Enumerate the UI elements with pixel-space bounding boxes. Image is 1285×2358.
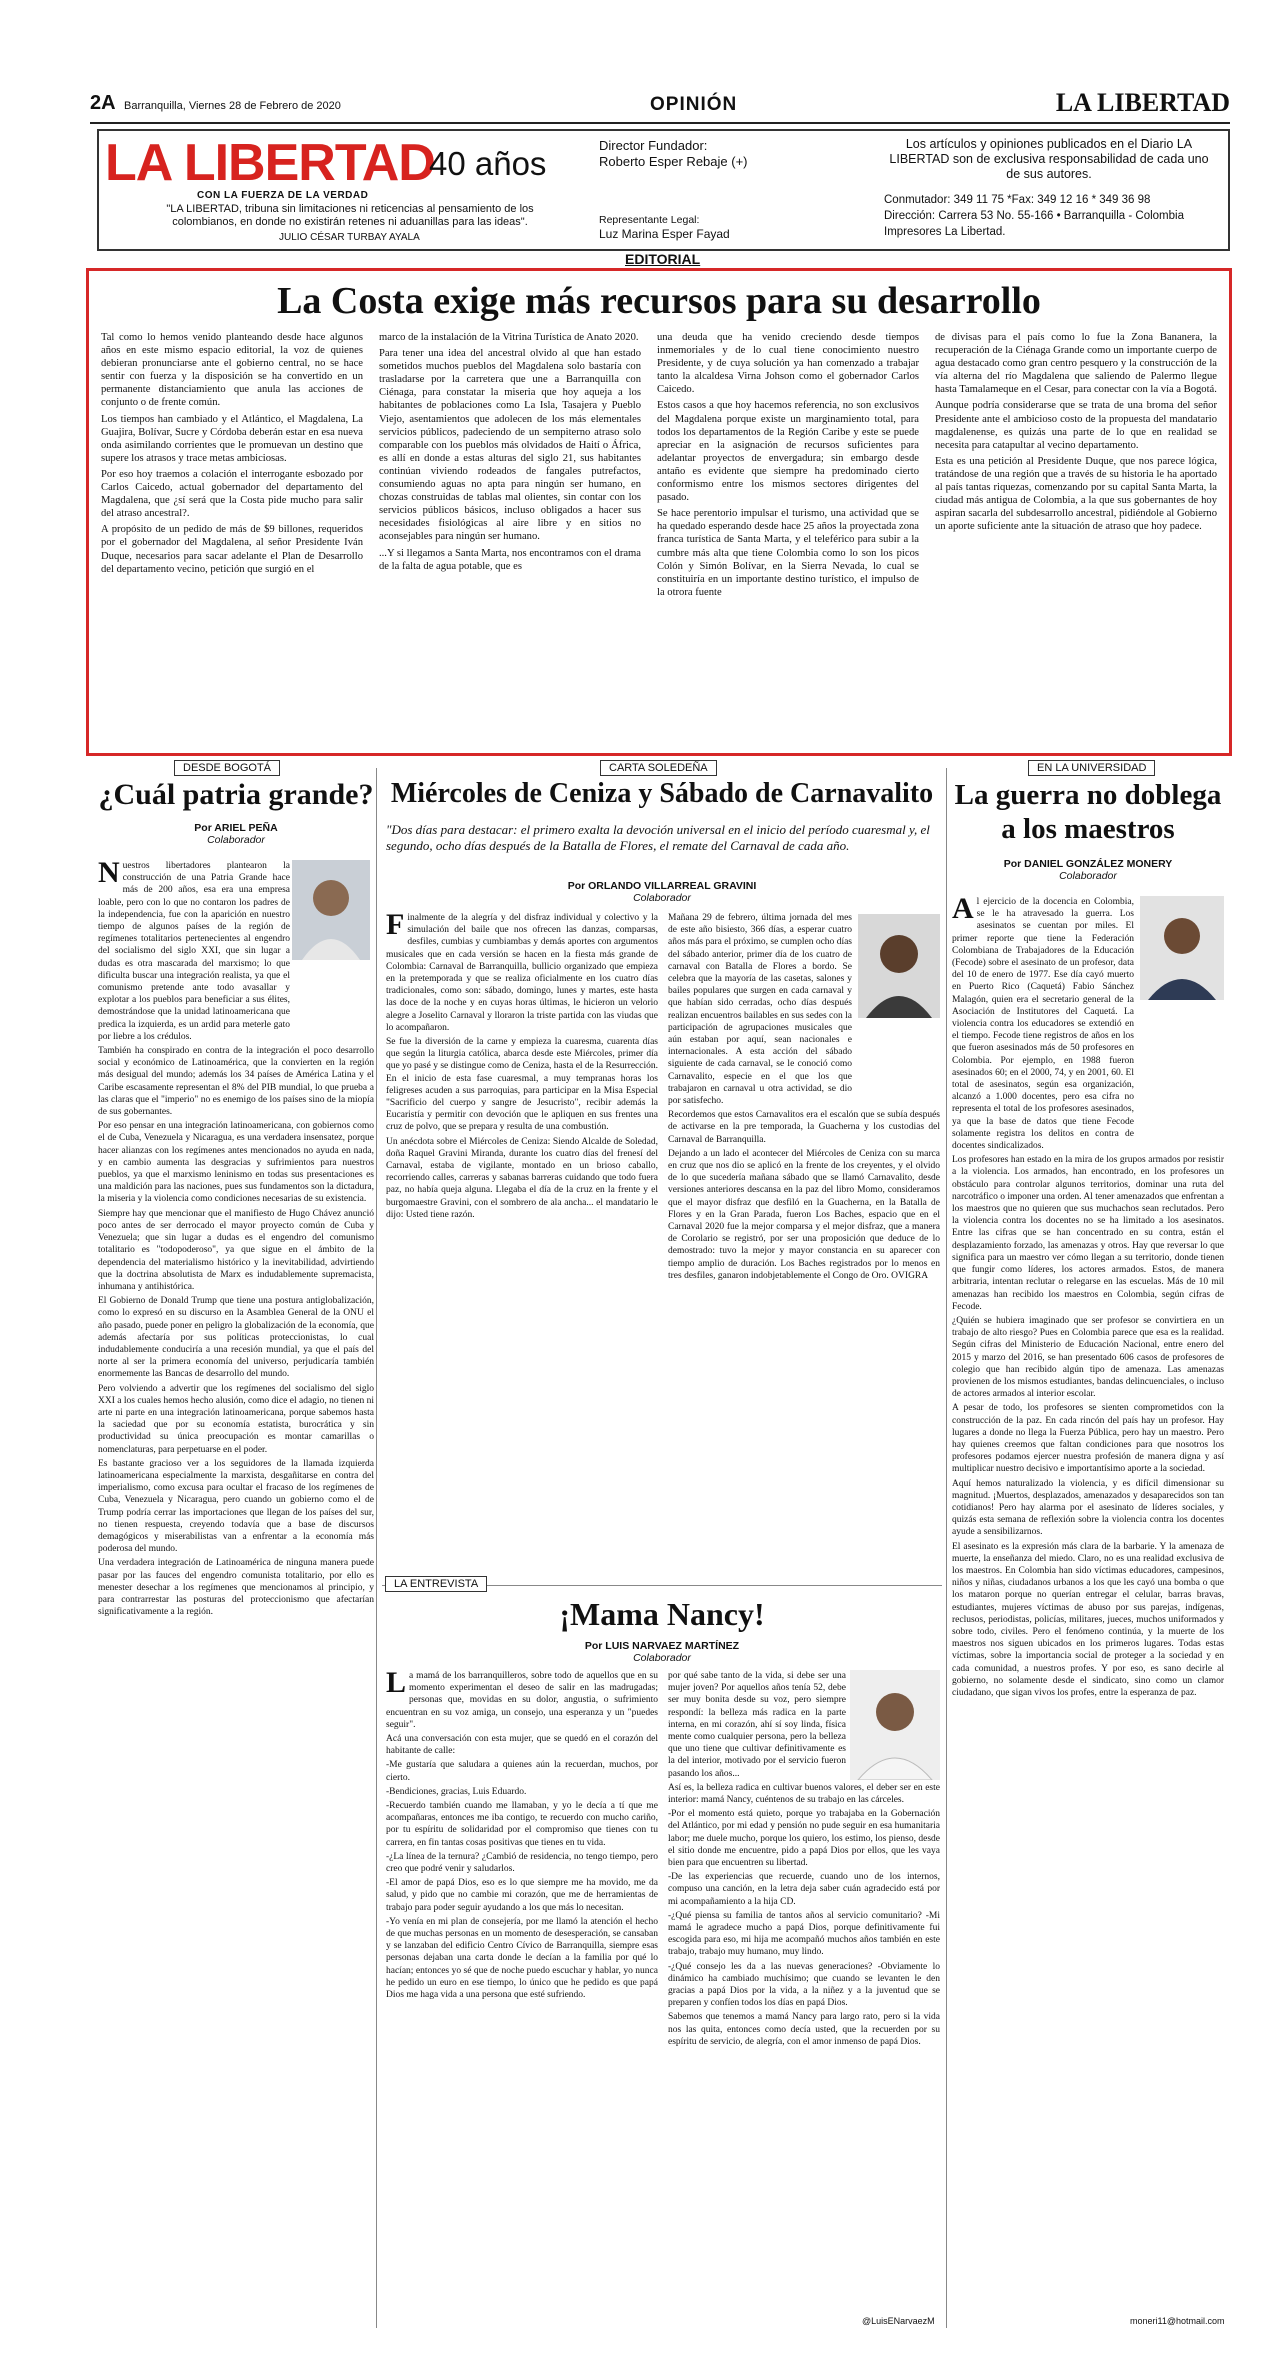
article-paragraph: También ha conspirado en contra de la integración el poco desarrollo social y económico de Latinoamérica, que la convierten en la región más desigual del mundo; además los 34 países de América Latina y el Caribe escasamente representan el 8% del PIB mundial, lo que prueba a las claras que el "imperio" no es enemigo de los países sino de la miopía de sus gobernantes. — [98, 1046, 374, 1118]
article-paragraph: Pero volviendo a advertir que los regímenes del socialismo del siglo XXI a los cuales hemos hecho alusión, como dice el adagio, no tienen ni arte ni parte en una integración latinoamericana, porque sabemos hasta la saciedad que por su economía estatista, burocrática y sin productividad su única preocupación es montar camarillas o nomenclaturas, para perpetuarse en el poder. — [98, 1383, 374, 1455]
article-paragraph: Sabemos que tenemos a mamá Nancy para largo rato, pero si la vida nos las quita, entonces como decía usted, que la recuerden por su espíritu de servicio, de alegría, con el amor inmenso de papá Dios. — [668, 2012, 940, 2047]
editorial-paragraph: Los tiempos han cambiado y el Atlántico, el Magdalena, La Guajira, Bolívar, Sucre y Córdoba deberán estar en esa nueva onda asimilando corrientes que le promuevan un destino que supere los atrasos y trace metas ambiciosas. — [101, 413, 363, 464]
article-paragraph: -El amor de papá Dios, eso es lo que siempre me ha movido, me da salud, y pido que no cambie mi corazón, que me de herramientas de trabajo para poder seguir ayudando a los que más lo necesitan. — [386, 1878, 658, 1913]
article-paragraph: ¿Quién se hubiera imaginado que ser profesor se convirtiera en un trabajo de alto riesgo? Pues en Colombia parece que esa es la realidad. Según cifras del Ministerio de Educación Nacional, entre enero del 2015 y marzo del 2016, se han presentado 606 casos de profesores de colegio que han recibido algún tipo de amenaza. Las amenazas provienen de los mismos estudiantes, bandas delincuenciales, o incluso de actores armados al interior escolar. — [952, 1315, 1224, 1400]
column-divider — [946, 768, 947, 2328]
article-paragraph: -De las experiencias que recuerde, cuando uno de los internos, compuso una canción, en la letra deja saber cuán agradecido está por mi acompañamiento a la hija CD. — [668, 1872, 940, 1907]
editorial-paragraph: marco de la instalación de la Vitrina Turística de Anato 2020. — [379, 332, 639, 343]
article-paragraph: por qué sabe tanto de la vida, si debe ser una mujer joven? Por aquellos años tenía 52, debe ser muy bonita desde su voz, pero siempre respondí: la belleza más radica en la parte interna, en mi corazón, ahí sí soy linda, física mente como cualquier persona, pero la belleza que uno tiene que cultivar definitivamente es la del interior, motivado por el servicio fueron pasando los años... — [668, 1671, 846, 1779]
section-title: OPINIÓN — [650, 94, 738, 115]
author-name: Por LUIS NARVAEZ MARTÍNEZ — [584, 1640, 740, 1652]
editorial-label: EDITORIAL — [625, 251, 701, 267]
editorial-col-4 — [935, 331, 1217, 536]
editorial-paragraph: Aunque podría considerarse que se trata de una broma del señor Presidente ante el ambicioso costo de la propuesta del mandatario magdalenense, es quizás una parte de lo que en realidad se necesita para catapultar al vecino departamento. — [935, 400, 1217, 451]
editorial-paragraph: Para tener una idea del ancestral olvido al que han estado sometidos muchos pueblos del Magdalena solo bastaría con trasladarse por la carretera que une a Barranquilla con Ciénaga, para constatar la miseria que hoy aqueja a los habitantes de poblaciones como La Isla, Tasajera y Pueblo Viejo, asentamientos que adolecen de los más elementales servicios públicos, padeciendo de un sempiterno atraso solo comparable con los pueblos más olvidados de Haití o África, es allí en donde a estas alturas del siglo 21, sus habitantes continúan viviendo rodeados de fangales putrefactos, consumiendo aguas no apta para ningún ser humano, en chozas construidas de tablas mal olientes, sin contar con los servicios públicos básicos, incluso obligados a hacer sus necesidades fisiológicas al aire libre y en sitios no aconsejables para ningún ser humano. — [379, 348, 641, 543]
article-paragraph: Es bastante gracioso ver a los seguidores de la llamada izquierda latinoamericana especialmente la marxista, desgañitarse en contra del imperialismo, como excusa para ocultar el fracaso de los regímenes de Cuba, Venezuela y Nicaragua, pero cuando un gobierno como el de Trump podría cerrar las importaciones que llegan de los países del sur, no tienen respuesta, creyendo todavía que a base de discursos demagógicos y miserabilistas van a enfrentar a la economía más poderosa del mundo. — [98, 1458, 374, 1555]
interview-col-1 — [386, 1666, 658, 2003]
article-paragraph: Recordemos que estos Carnavalitos era el escalón que se subía después de activarse en la pre temporada, la Guacherna y los custodias del Carnaval de Barranquilla. — [668, 1110, 940, 1145]
right-article-body — [952, 892, 1224, 1701]
author-name: Por DANIEL GONZÁLEZ MONERY — [1003, 858, 1173, 870]
center-deck: "Dos días para destacar: el primero exalta la devoción universal en el inicio del período cuaresmal y, el segundo, ocho días después de la Batalla de Flores, el remate del Carnaval de cada año. — [386, 822, 930, 853]
kicker-en-la-universidad: EN LA UNIVERSIDAD — [1028, 760, 1155, 776]
header-rule — [90, 122, 1230, 124]
article-paragraph: Aquí hemos naturalizado la violencia, y es difícil dimensionar su magnitud. ¡Muertos, desplazados, amenazados y desaparecidos son tan cotidianos! Pero hay alarma por el asesinato de líderes sociales, y quizás esta semana de reflexión sobre la violencia contra los docentes ayude a sensibilizarnos. — [952, 1478, 1224, 1538]
founder-label: Director Fundador: — [599, 138, 708, 153]
column-divider — [376, 768, 377, 2328]
author-role: Colaborador — [1059, 870, 1117, 882]
center-col-2 — [668, 912, 940, 1284]
editorial-paragraph: Se hace perentorio impulsar el turismo, una actividad que se ha quedado esperando desde hace 25 años la proyectada zona franca turística de Santa Marta, y el teleférico para subir a la cumbre más alta que tiene Colombia como lo son los picos Colón y Simón Bolívar, en la Sierra Nevada, lo cual se constituiría en un importante destino turístico, el impulso de la otrora fuente — [657, 508, 919, 598]
left-article-body — [98, 856, 374, 1620]
right-article-title: La guerra no doblega a los maestros — [954, 779, 1222, 845]
editorial-paragraph: Por eso hoy traemos a colación el interrogante esbozado por Carlos Caicedo, actual gobernador del departamento del Magdalena, que ¿sí será que la Costa pide mucho para salir del atraso ancestral?. — [101, 468, 363, 520]
editorial-paragraph: A propósito de un pedido de más de $9 billones, requeridos por el gobernador del Magdalena, al señor Presidente Iván Duque, necesarios para sacar adelante el Plan de Desarrollo del departamento vecino, petición que surgió en el — [101, 524, 363, 575]
logo: LA LIBERTAD — [105, 134, 435, 192]
author-name: Por ORLANDO VILLARREAL GRAVINI — [567, 880, 757, 892]
article-paragraph: Los profesores han estado en la mira de los grupos armados por resistir a la violencia. Los armados, han encontrado, en los profesores un obstáculo para controlar algunos territorios, dominar una ruta del narcotráfico o imponer una orden. Al tener amenazados que enfrentan a los maestros que no quieren que sus muchachos sean reclutados. Pero la violencia contra los docentes no se ha limitado a los asesinatos. Entre las cifras que se han concentrado en su contra, están el desplazamiento forzado, las amenazas y otros. Hay que reversar lo que significa para un maestro ver cómo llegan a su territorio, donde tienen que fungir como líderes, los actores armados. Estos, de manera arbitraria, intentan reclutar o relegarse en las escuelas. Más de 10 mil amenazas han recibido los maestros en Colombia, según cifras de Fecode. — [952, 1155, 1224, 1312]
article-paragraph: -Me gustaría que saludara a quienes aún la recuerdan, muchos, por cierto. — [386, 1760, 658, 1783]
editorial-paragraph: una deuda que ha venido creciendo desde tiempos inmemoriales y de lo cual tiene conocimiento nuestro Presidente, y de cuya solución ya han comenzado a trabajar tanto la alcaldesa Virna Johson como el gobernador Carlos Caicedo. — [657, 332, 919, 396]
article-paragraph: -¿Qué consejo les da a las nuevas generaciones? -Obviamente lo dinámico ha cambiado muchísimo; que cuando se levanten le den gracias a papá Dios por la vida, a la niñez y a la juventud que se preparen y confíen todos los días en papá Dios. — [668, 1961, 940, 2009]
editorial-paragraph: de divisas para el país como lo fue la Zona Bananera, la recuperación de la Ciénaga Grande como un importante cuerpo de agua destacado como gran centro pesquero y la construcción de la vía alterna del río Magdalena que saliendo de Palermo llegue hasta Tamalameque en el Cesar, para conectar con la vía a Bogotá. — [935, 332, 1217, 396]
article-paragraph: -Por el momento está quieto, porque yo trabajaba en la Gobernación del Atlántico, por mi edad y pensión no pude seguir en esa humanitaria labor; me duele mucho, porque los quiero, los estimo, los pienso, desde el sitio donde me encuentre, pido a papá Dios por ellos, que les vaya bien para que encuentren su libertad. — [668, 1809, 940, 1869]
kicker-carta-soledena: CARTA SOLEDEÑA — [600, 760, 717, 776]
quote-author: JULIO CÉSAR TURBAY AYALA — [279, 232, 420, 243]
right-byline — [950, 858, 1226, 882]
page-header — [90, 88, 1230, 122]
legal-name: Luz Marina Esper Fayad — [599, 227, 730, 241]
author-role: Colaborador — [633, 892, 691, 904]
article-paragraph: Así es, la belleza radica en cultivar buenos valores, el deber ser en este interior: mamá Nancy, cuéntenos de su trabajo en las cárceles. — [668, 1782, 940, 1806]
author-email: moneri11@hotmail.com — [1130, 2316, 1225, 2326]
logo-tagline: CON LA FUERZA DE LA VERDAD — [197, 190, 369, 201]
kicker-la-entrevista: LA ENTREVISTA — [385, 1576, 487, 1592]
editorial-title: La Costa exige más recursos para su desarrollo — [277, 280, 1041, 322]
anniversary: 40 años — [429, 145, 547, 182]
page-number: 2A — [90, 92, 116, 114]
center-byline — [382, 880, 942, 904]
article-paragraph: La mamá de los barranquilleros, sobre todo de aquellos que en su momento experimentan el deseo de salir en las madrugadas; personas que, movidas en su dolor, angustia, o sufrimiento encuentran en su voz amiga, un consejo, una esperanza y un "puedes seguir". — [386, 1666, 658, 1730]
printer: Impresores La Libertad. — [884, 226, 1006, 238]
kicker-desde-bogota: DESDE BOGOTÁ — [174, 760, 280, 776]
article-paragraph: Dejando a un lado el acontecer del Miércoles de Ceniza con su marca en cruz que nos dio se aplicó en la frente de los creyentes, y el olvido de lo que sucedería mañana sábado que se llamó Carnavalito, desde versiones anteriores descansa en la paz del libro Momo, consideramos que el mayor disfraz que desfiló en la Guacherna, en la Batalla de Flores y en la Gran Parada, fueron Los Baches, espacio que en el Carnaval 2020 fue la mejor comparsa y el mejor disfraz, que a manera de Corolario se registró, por ser una proposición que deduce de lo demostrado: tuvo la mejor y mayor constancia en su aparecer con tiempo amplio de duración. Los Baches registrados por lo menos en tres desfiles, ganaron indobjetablemente el Congo de Oro. OVIGRA — [668, 1148, 940, 1281]
editorial-paragraph: ...Y si llegamos a Santa Marta, nos encontramos con el drama de la falta de agua potable, que es — [379, 547, 641, 572]
twitter-handle: @LuisENarvaezM — [862, 2316, 935, 2326]
legal-label: Representante Legal: — [599, 214, 700, 226]
article-paragraph: El Gobierno de Donald Trump que tiene una postura antiglobalización, como lo expresó en su discurso en la Asamblea General de la ONU el año pasado, puede poner en peligro la globalización de la economía, que además afectaría por sus políticas proteccionistas, lo cual indudablemente conduciría a una recesión mundial, ya que el país del norte al ser la primera economía del universo, perjudicaría también enormemente las Bancas de desarrollo del mundo. — [98, 1296, 374, 1380]
author-role: Colaborador — [207, 834, 265, 846]
article-paragraph: Un anécdota sobre el Miércoles de Ceniza: Siendo Alcalde de Soledad, doña Raquel Gravini Miranda, durante los cuatro días del frenesí del Carnaval, estaba de vigilante, montado en un brioso caballo, recorriendo calles, carreras y sabanas barreras cuidando que todo fuera paz, no había queja alguna. Llegaba el día de la cruz en la frente y el burgomaestre Gravini, con el sombrero de ala ancha... el mandatario le dijo: Usted tiene razón. — [386, 1136, 658, 1220]
article-paragraph: A pesar de todo, los profesores se sienten comprometidos con la construcción de la paz. En cada rincón del país hay un profesor. Hay lugares a donde no llega la Fuerza Pública, pero hay un maestro. Pero hay quienes creemos que faltan condiciones para que nosotros los profesores podamos ejercer nuestra profesión de manera digna y así multiplicar nuestro decisivo e importantísimo aporte a la sociedad. — [952, 1403, 1224, 1475]
page-date: Barranquilla, Viernes 28 de Febrero de 2020 — [124, 100, 341, 112]
article-paragraph: -¿Qué piensa su familia de tantos años al servicio comunitario? -Mi mamá le agradece mucho a papá Dios, porque definitivamente fui escogida para eso, mi hija me acompañó muchos años también en este trabajo, trabajo muy humano, muy lindo. — [668, 1910, 940, 1958]
left-byline — [98, 822, 374, 846]
address: Dirección: Carrera 53 No. 55-166 • Barranquilla - Colombia — [884, 210, 1184, 222]
article-paragraph: Se fue la diversión de la carne y empieza la cuaresma, cuarenta días que según la liturgia católica, abarca desde este Miércoles, primer día que yo pasé y se distingue como de Ceniza, hasta el de la Resurrección. En el inicio de esta fase cuaresmal, a muy tempranas horas los feligreses acuden a sus parroquias, para participar en la Misa Especial "Sacrificio del cuerpo y sangre de Jesucristo", recibir además la Eucaristía y permitir con devoción que le apliquen en sus frentes una cruz de polvo, que se prepara y resulta de una combustión. — [386, 1037, 658, 1133]
article-paragraph: Finalmente de la alegría y del disfraz individual y colectivo y la simulación del baile que nos ofrecen las danzas, comparsas, desfiles, cumbias y cumbiambas y demás aportes con argumentos musicales que en cada versión se hacen en la fiesta más grande de Colombia: Carnaval de Barranquilla, bullicio organizado que empieza en la pretemporada y que se realiza oficialmente en los cuatro días tradicionales, como son: sábado, domingo, lunes y martes, este hasta las doce de la noche y en cuyas horas últimas, le hicieron un velorio alegre a Joselito Carnaval y lloraron la triste partida con las viudas que lo acompañaron. — [386, 908, 658, 1033]
founder-name: Roberto Esper Rebaje (+) — [599, 154, 748, 169]
disclaimer: Los artículos y opiniones publicados en el Diario LA LIBERTAD son de exclusiva responsabilidad de cada uno de sus autores. — [889, 137, 1209, 181]
article-paragraph: -Recuerdo también cuando me llamaban, y yo le decía a tí que me acompañaras, entonces me iba contigo, te recuerdo con mucho cariño, por tu espíritu de solidaridad por el compromiso que tienes con tu carrera, en fin tantas cosas positivas que tienes en tu vida. — [386, 1801, 658, 1848]
article-paragraph: -¿La línea de la ternura? ¿Cambió de residencia, no tengo tiempo, pero creo que podré venir y saludarlos. — [386, 1851, 658, 1875]
article-paragraph: Acá una conversación con esta mujer, que se quedó en el corazón del habitante de calle: — [386, 1734, 658, 1757]
article-paragraph: Nuestros libertadores plantearon la construcción de una Patria Grande hace más de 200 años, esa era una empresa loable, pero con lo que no contaron los padres de la independencia, fue con la aparición en nuestro tiempo de algunos países de la región de regímenes totalitarios pertenecientes al engendro del socialismo del siglo XXI, que sin lugar a dudas es otra mascarada del marxismo; lo que dificulta buscar una integración realista, ya que el comunismo pretende ante todo avasallar y explotar a los pueblos para beneficiar a sus élites, demostrándose que la unidad latinoamericana que predica la izquierda, es un ardid para meterle gato por liebre a los crédulos. — [98, 856, 290, 1042]
center-article-title: Miércoles de Ceniza y Sábado de Carnavalito — [390, 778, 934, 809]
interview-title: ¡Mama Nancy! — [559, 1596, 765, 1632]
editorial-paragraph: Tal como lo hemos venido planteando desde hace algunos años en este mismo espacio editorial, la voz de quienes debieran pronunciarse ante el gobierno central, no se hace sentir con fuerza y la disposición se ha convertido en un permanente distanciamiento que anula las acciones de conjunto o de frente común. — [101, 332, 363, 409]
article-paragraph: Al ejercicio de la docencia en Colombia, se le ha atravesado la guerra. Los asesinatos se cuentan por miles. El primer reporte que tiene la Federación Colombiana de Trabajadores de la Educación (Fecode) sobre el asesinato de un profesor, data del 10 de enero de 1977. Ese día cayó muerto en Puerto Rico (Caquetá) Fabio Sánchez Malagón, quien era el secretario general de la Asociación de Institutores del Caquetá. La violencia contra los educadores se extendió en el tiempo. Fecode tiene registros de años en los que fueron asesinados más de 50 profesores en Colombia. Por ejemplo, en 1988 fueron asesinados 60; en el 2000, 74, y en 2001, 60. El total de asesinatos, según esa organización, alcanzó a 1.000 docentes, pero esa cifra no representa el total de los profesores asesinados, ya que la base de datos que tiene Fecode solamente registra los delitos en contra de docentes sindicalizados. — [952, 892, 1134, 1152]
author-name: Por ARIEL PEÑA — [194, 822, 278, 834]
article-paragraph: Mañana 29 de febrero, última jornada del mes de este año bisiesto, 366 días, a esperar cuatro años más para el próximo, se cumplen ocho días del sábado anterior, primer día de los cuatro de carnaval con Batalla de Flores a bordo. Se celebra que la mayoría de las casetas, salones y bailes populares que surgen en cada carnaval y que habían sido cerradas, ocho días después realizan encuentros bailables en sus sedes con la participación de agrupaciones musicales que aún estaban por aquí, sean nacionales e internacionales. A esta acción del sábado siguiente de cada carnaval, se le conoció como Carnavalito, especie en el que los que trabajaron en carnaval u otra actividad, se dio por satisfecho. — [668, 913, 852, 1107]
article-paragraph: -Yo venía en mi plan de consejería, por me llamó la atención el hecho de que muchas personas en un momento de desesperación, se cansaban y se lanzaban del edificio Centro Cívico de Barranquilla, siempre esas personas dejaban una carta donde le decían a la familia por qué lo hacían; entonces yo sé que de noche puedo escuchar y hablar, yo nunca he pedido un euro en ese tiempo, lo único que he pedido es que papá Dios me haga vida a una persona que esté sufriendo. — [386, 1916, 658, 2001]
article-paragraph: Siempre hay que mencionar que el manifiesto de Hugo Chávez anunció poco antes de ser derrocado el mayor proyecto común de Cuba y Venezuela; que sin lugar a dudas es el engendro del comunismo totalitario es "todopoderoso", ya que sigue en el ámbito de la dependencia del materialismo histórico y la inevitabilidad, advirtiendo que la doctrina absolutista de Marx es indudablemente supremacista, inhumana y antihistórica. — [98, 1208, 374, 1292]
left-article-title: ¿Cuál patria grande? — [98, 778, 374, 811]
editorial-paragraph: Estos casos a que hoy hacemos referencia, no son exclusivos del Magdalena porque existe un marginamiento total, para todos los departamentos de la Región Caribe y este se puede apreciar en la asignación de recursos suficientes para adelantar proyectos de envergadura; sin embargo desde antaño es evidente que siempre ha predominado cierto conformismo entre los mismos sectores dirigentes del pasado. — [657, 400, 919, 504]
editorial-col-2 — [379, 331, 641, 576]
article-paragraph: Una verdadera integración de Latinoamérica de ninguna manera puede pasar por las fauces del engendro comunista totalitario, por ello es menester desechar a los regímenes que mencionamos al principio, y para contrarrestar las posturas del proteccionismo que afectarían significativamente a la región. — [98, 1558, 374, 1618]
editorial-box — [86, 268, 1232, 756]
article-paragraph: El asesinato es la expresión más clara de la barbarie. Y la amenaza de muerte, la enseñanza del miedo. Claro, no es una realidad exclusiva de los maestros. En Colombia han sido víctimas educadores, campesinos, niños y niñas, ciudadanos urbanos a los que les cayó una bomba o que los mataron porque no querían entregar el celular, barras bravas, estudiantes, mujeres víctimas de abuso por sus parejas, indígenas, reclusos, periodistas, policías, militares, jueces, muchos uniformados y sobre todo, civiles. Pero el fenómeno continúa, y la muerte de los maestros nos siguen ubicados en los primeros lugares. Todas estas víctimas, sobre la importancia social de proteger a la sociedad y en cada comunidad, a nuestros profes. Y por eso, es sano decirle al gobierno, no solamente desde el sindicato, sino como un clamor ciudadano, que sigan vivos los profes, entre la esperanza de paz. — [952, 1541, 1224, 1698]
interview-col-2 — [668, 1670, 940, 2050]
center-col-1 — [386, 908, 658, 1223]
editorial-col-3 — [657, 331, 919, 602]
header-brand: LA LIBERTAD — [1055, 88, 1230, 117]
article-paragraph: Por eso pensar en una integración latinoamericana, con gobiernos como el de Cuba, Venezuela y Nicaragua, es una verdadera insensatez, porque hacer alianzas con los regímenes antes mencionados no ayuda en nada, y en cambio aumenta las desgracias y sufrimientos para nuestros pueblos, ya que el marxismo leninismo en todas sus presentaciones es una maldición para las naciones, pues sus fundamentos son la dictadura, la miseria y la violencia como condiciones necesarias de su existencia. — [98, 1121, 374, 1205]
editorial-paragraph: Esta es una petición al Presidente Duque, que nos parece lógica, tratándose de una región que a través de su historia le ha aportado al país tantas riquezas, comenzando por su capital Santa Marta, la ciudad más antigua de Colombia, a la que sus gobernantes de hoy aspiran sacarla del subdesarrollo ancestral, pidiéndole al Gobierno un aporte suficiente ante la situación de atraso que hoy padece. — [935, 455, 1217, 533]
article-paragraph: -Bendiciones, gracias, Luis Eduardo. — [386, 1786, 527, 1797]
masthead — [97, 129, 1230, 251]
masthead-quote: "LA LIBERTAD, tribuna sin limitaciones ni reticencias al pensamiento de los colombianos, en donde no existirán retenes ni aduanillas para las ideas". — [166, 203, 534, 228]
editorial-col-1 — [101, 331, 363, 579]
interview-byline — [382, 1640, 942, 1664]
phone-numbers: Conmutador: 349 11 75 *Fax: 349 12 16 * 349 36 98 — [884, 194, 1151, 206]
author-role: Colaborador — [633, 1652, 691, 1664]
